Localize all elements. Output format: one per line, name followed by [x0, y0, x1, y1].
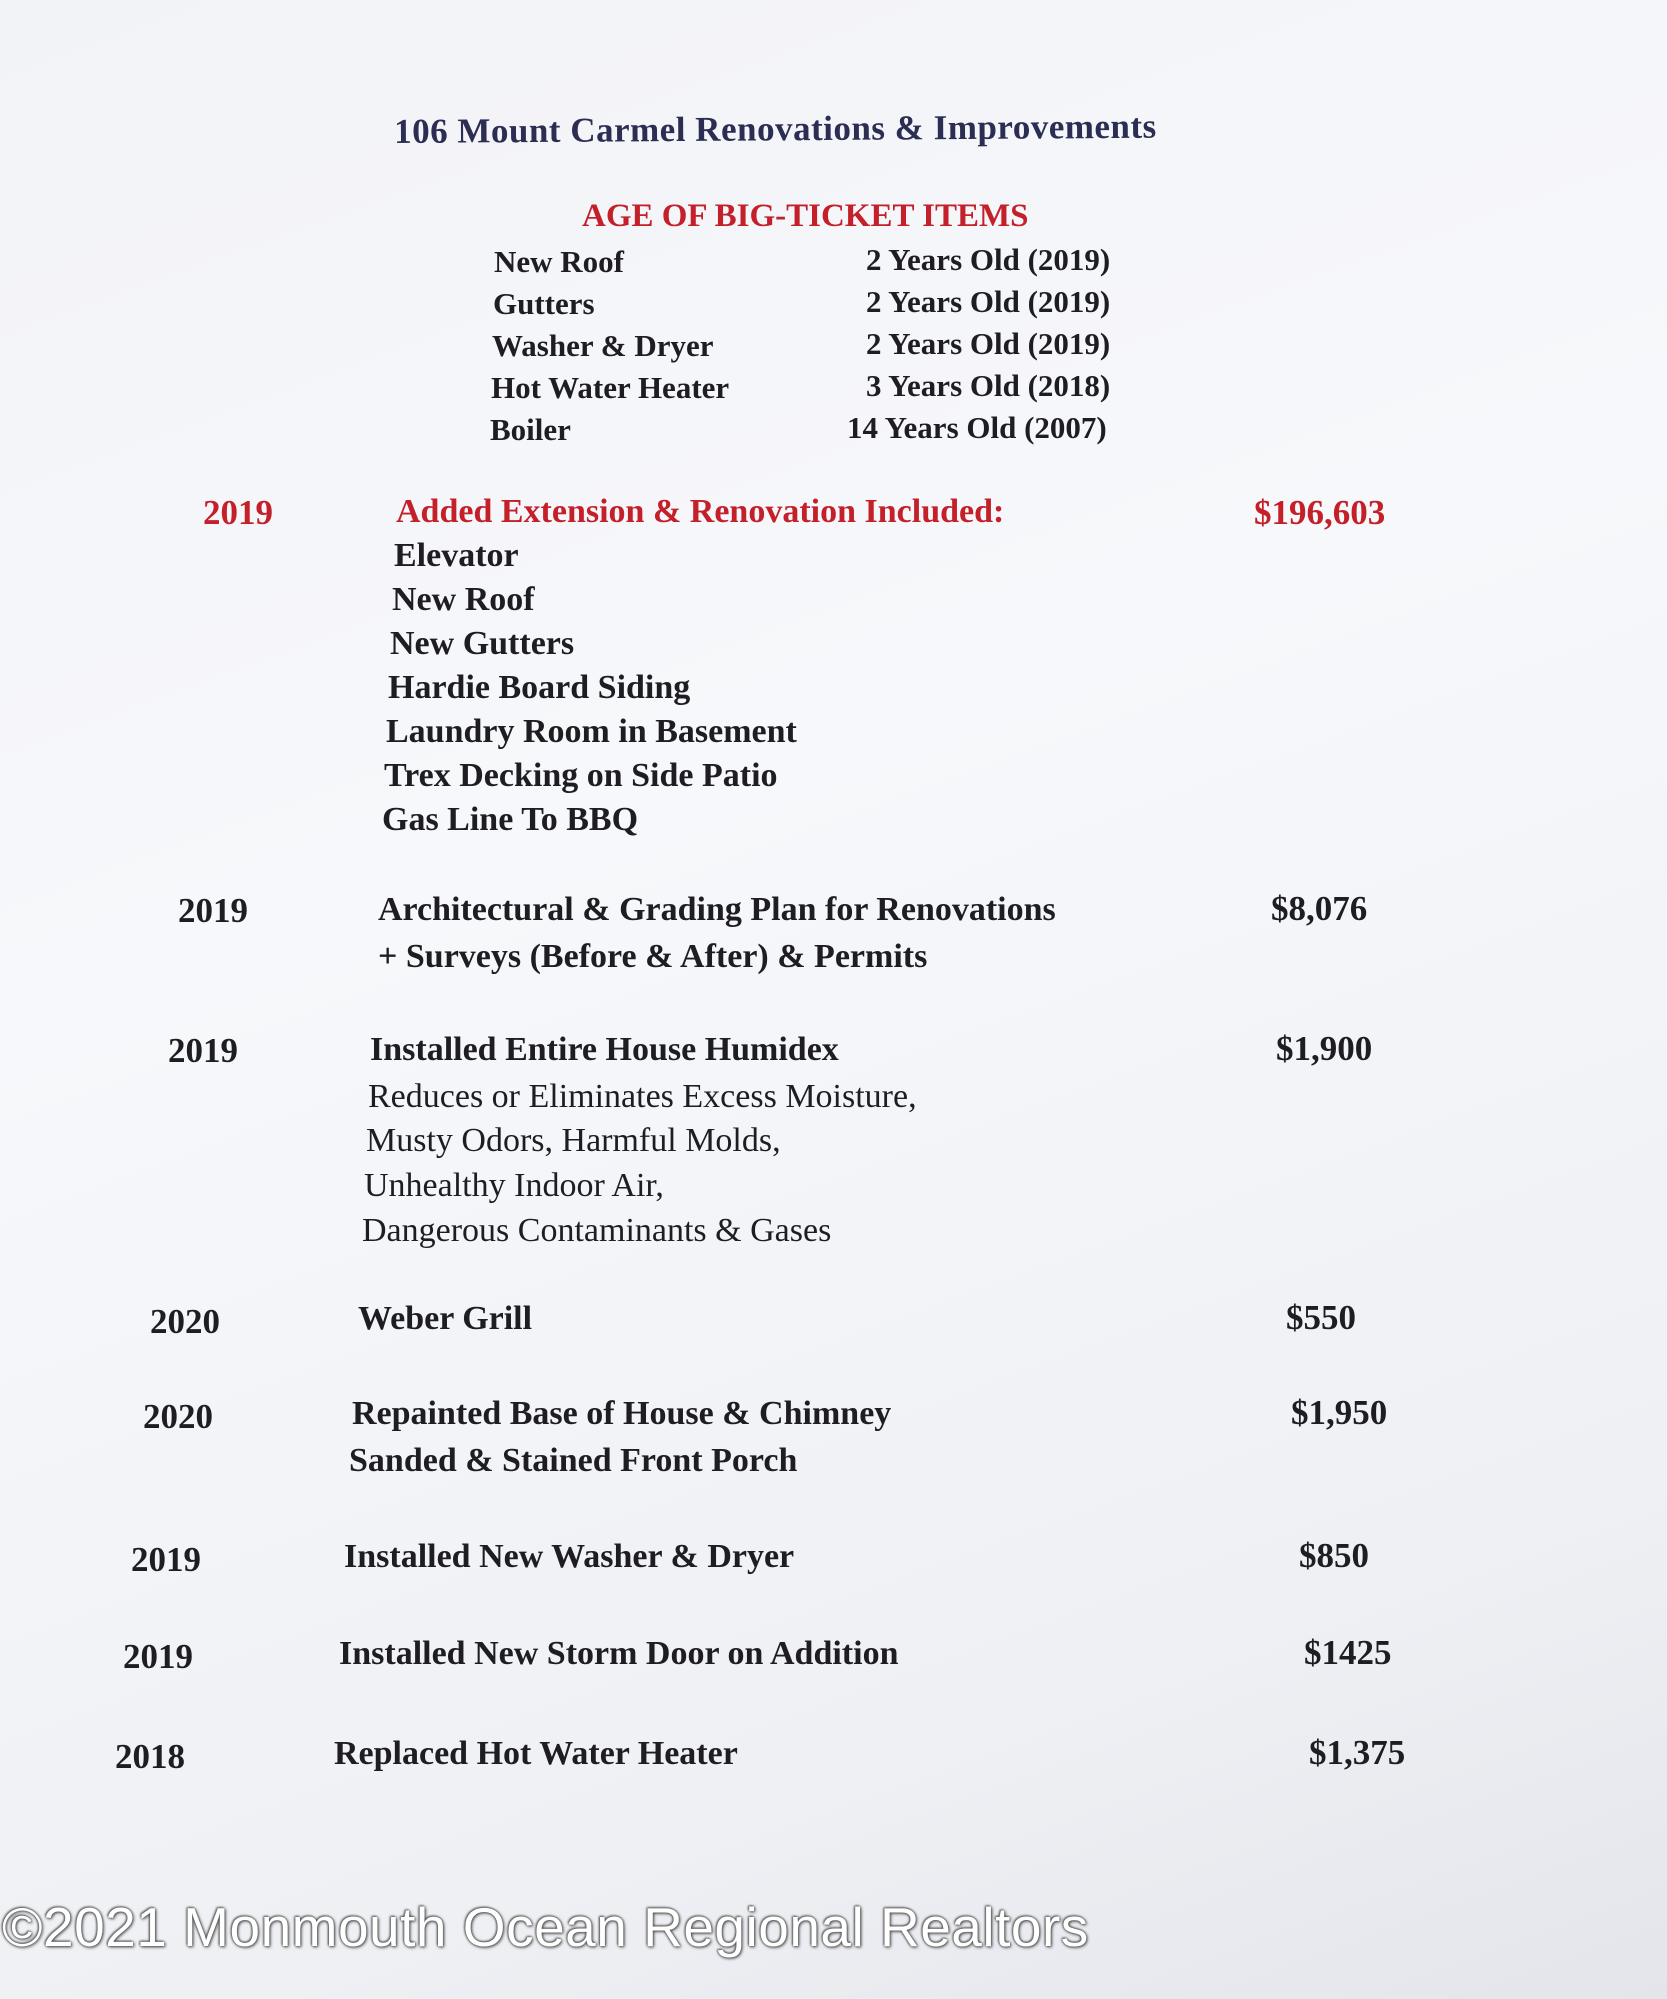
document-title: 106 Mount Carmel Renovations & Improvements [394, 106, 1157, 151]
entry-year: 2019 [131, 1540, 201, 1579]
entry-line: Dangerous Contaminants & Gases [362, 1212, 832, 1249]
copyright-watermark: ©2021 Monmouth Ocean Regional Realtors [2, 1896, 1089, 1958]
entry-price: $550 [1286, 1298, 1356, 1337]
entry-price: $850 [1299, 1536, 1369, 1575]
entry-line: Hardie Board Siding [388, 669, 691, 706]
entry-price: $196,603 [1254, 493, 1386, 532]
age-item-age: 2 Years Old (2019) [866, 326, 1111, 361]
entry-heading: Installed Entire House Humidex [370, 1031, 839, 1068]
entry-year: 2019 [178, 891, 248, 930]
entry-heading: Replaced Hot Water Heater [334, 1735, 738, 1772]
age-item-name: Washer & Dryer [492, 328, 714, 363]
entry-price: $1,950 [1291, 1393, 1388, 1432]
age-item-age: 3 Years Old (2018) [866, 368, 1111, 403]
entry-heading: Added Extension & Renovation Included: [396, 493, 1005, 530]
entry-line: Sanded & Stained Front Porch [349, 1442, 798, 1479]
entry-year: 2019 [168, 1031, 238, 1070]
entry-year: 2020 [143, 1397, 213, 1436]
age-item-age: 2 Years Old (2019) [866, 284, 1111, 319]
age-item-age: 2 Years Old (2019) [866, 242, 1111, 277]
age-item-name: Gutters [493, 286, 595, 321]
entry-line: New Roof [392, 581, 535, 618]
entry-year: 2019 [203, 493, 273, 532]
entry-heading: Architectural & Grading Plan for Renovations [378, 891, 1056, 928]
entry-line: Reduces or Eliminates Excess Moisture, [368, 1078, 917, 1115]
entry-heading: Installed New Storm Door on Addition [339, 1635, 899, 1672]
age-item-age: 14 Years Old (2007) [847, 410, 1107, 445]
age-item-name: Boiler [490, 412, 571, 447]
entry-line: Trex Decking on Side Patio [384, 757, 778, 794]
age-item-name: New Roof [494, 244, 624, 279]
entry-line: Gas Line To BBQ [382, 801, 639, 838]
entry-line: + Surveys (Before & After) & Permits [378, 938, 928, 975]
entry-price: $1425 [1304, 1633, 1392, 1672]
entry-price: $1,900 [1276, 1029, 1373, 1068]
entry-year: 2020 [150, 1302, 220, 1341]
entry-year: 2019 [123, 1637, 193, 1676]
entry-heading: Weber Grill [358, 1300, 533, 1337]
entry-line: Musty Odors, Harmful Molds, [366, 1122, 781, 1159]
entry-heading: Installed New Washer & Dryer [344, 1538, 795, 1575]
entry-price: $8,076 [1271, 889, 1368, 928]
entry-line: New Gutters [390, 625, 575, 662]
entry-line: Elevator [394, 537, 519, 574]
entry-heading: Repainted Base of House & Chimney [352, 1395, 892, 1432]
entry-line: Laundry Room in Basement [386, 713, 797, 750]
entry-line: Unhealthy Indoor Air, [364, 1167, 664, 1204]
entry-year: 2018 [115, 1737, 185, 1776]
age-item-name: Hot Water Heater [491, 370, 730, 405]
age-section-heading: AGE OF BIG-TICKET ITEMS [582, 198, 1029, 234]
entry-price: $1,375 [1309, 1733, 1406, 1772]
